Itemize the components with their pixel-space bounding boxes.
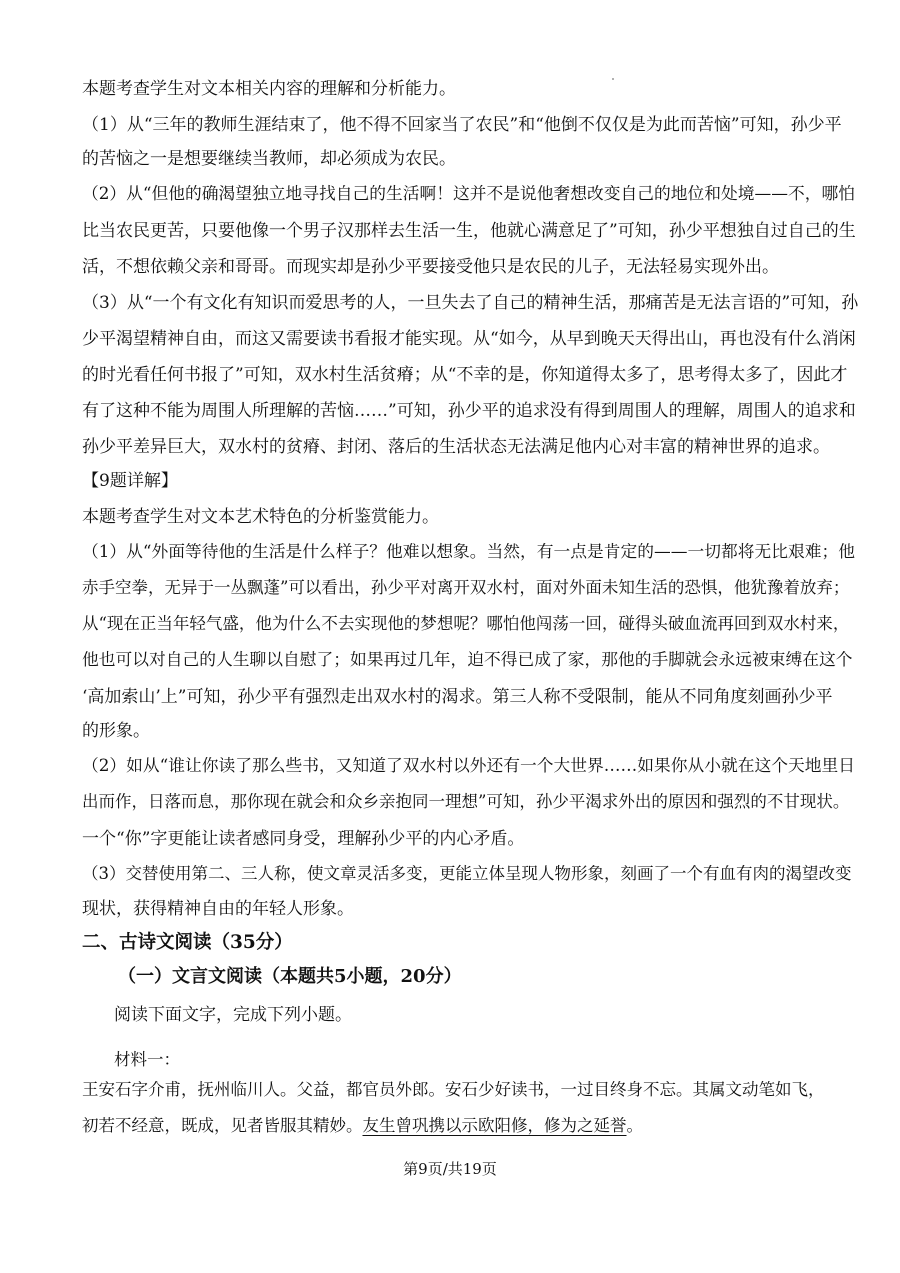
subsection-title: （一）文言文阅读（本题共5小题，20分）: [118, 966, 462, 987]
paragraph-line: 孙少平差异巨大，双水村的贫瘠、封闭、落后的生活状态无法满足他内心对丰富的精神世界的追求。: [82, 437, 830, 457]
paragraph-line: 一个“你”字更能让读者感同身受，理解孙少平的内心矛盾。: [82, 829, 525, 849]
paragraph-line: 的苦恼之一是想要继续当教师，却必须成为农民。: [82, 149, 456, 169]
paragraph-line: 现状，获得精神自由的年轻人形象。: [82, 899, 354, 919]
section-title: 二、古诗文阅读（35分）: [82, 932, 293, 953]
paragraph-line: （3）从“一个有文化有知识而爱思考的人，一旦失去了自己的精神生活，那痛苦是无法言语的”可知，孙: [82, 293, 859, 313]
material-underlined-sentence: 友生曾巩携以示欧阳修，修为之延誉: [362, 1116, 627, 1135]
paragraph-line: 本题考查学生对文本艺术特色的分析鉴赏能力。: [82, 507, 439, 527]
paragraph-line: 活，不想依赖父亲和哥哥。而现实却是孙少平要接受他只是农民的儿子，无法轻易实现外出。: [82, 257, 779, 277]
paragraph-line: 出而作，日落而息，那你现在就会和众乡亲抱同一理想”可知，孙少平渴求外出的原因和强烈的不甘现状。: [82, 792, 850, 811]
paragraph-line: （2）如从“谁让你读了那么些书，又知道了双水村以外还有一个大世界……如果你从小就在这个天地里日: [82, 755, 855, 775]
material-label: 材料一：: [114, 1050, 180, 1069]
paragraph-line: 比当农民更苦，只要他像一个男子汉那样去生活一生，他就心满意足了”可知，孙少平想独自过自己的生: [82, 221, 856, 241]
scan-speck: [612, 78, 614, 80]
material-text-plain: 初若不经意，既成，见者皆服其精妙。: [82, 1116, 363, 1135]
question-heading: 【9题详解】: [82, 471, 178, 491]
paragraph-line: 有了这种不能为周围人所理解的苦恼……”可知，孙少平的追求没有得到周围人的理解，周围人的追求和: [82, 401, 856, 421]
paragraph-line: 他也可以对自己的人生聊以自慰了；如果再过几年，迫不得已成了家，那他的手脚就会永远被束缚在这个: [82, 649, 853, 669]
paragraph-line: 从“现在正当年轻气盛，他为什么不去实现他的梦想呢？哪怕他闯荡一回，碰得头破血流再回到双水村来，: [82, 614, 850, 633]
paragraph-line: （3）交替使用第二、三人称，使文章灵活多变，更能立体呈现人物形象，刻画了一个有血有肉的渴望改变: [82, 864, 852, 883]
instruction-text: 阅读下面文字，完成下列小题。: [114, 1005, 352, 1025]
paragraph-line: 的时光看任何书报了”可知，双水村生活贫瘠；从“不幸的是，你知道得太多了，思考得太多了，因此才: [82, 365, 848, 385]
paragraph-line: 赤手空拳，无异于一丛飘蓬”可以看出，孙少平对离开双水村，面对外面未知生活的恐惧，他犹豫着放弃；: [82, 578, 850, 597]
paragraph-line: （1）从“三年的教师生涯结束了，他不得不回家当了农民”和“他倒不仅仅是为此而苦恼”可知，孙少平: [82, 115, 842, 135]
material-text-line: [82, 1112, 643, 1136]
paragraph-line: 本题考查学生对文本相关内容的理解和分析能力。: [82, 79, 456, 99]
material-text-line: 王安石字介甫，抚州临川人。父益，都官员外郎。安石少好读书，一过目终身不忘。其属文动笔如飞，: [82, 1080, 825, 1099]
paragraph-line: （2）从“但他的确渴望独立地寻找自己的生活啊！这并不是说他奢想改变自己的地位和处境——不，哪怕: [82, 183, 855, 203]
paragraph-line: 少平渴望精神自由，而这又需要读书看报才能实现。从“如今，从早到晚天天得出山，再也没有什么消闲: [82, 329, 856, 349]
page-number: 第9页/共19页: [403, 1160, 497, 1178]
paragraph-line: ‘高加索山’上”可知，孙少平有强烈走出双水村的渴求。第三人称不受限制，能从不同角度刻画孙少平: [82, 687, 833, 707]
paragraph-line: （1）从“外面等待他的生活是什么样子？他难以想象。当然，有一点是肯定的——一切都将无比艰难；他: [82, 541, 855, 561]
material-text-end: 。: [626, 1116, 643, 1135]
paragraph-line: 的形象。: [82, 721, 150, 741]
